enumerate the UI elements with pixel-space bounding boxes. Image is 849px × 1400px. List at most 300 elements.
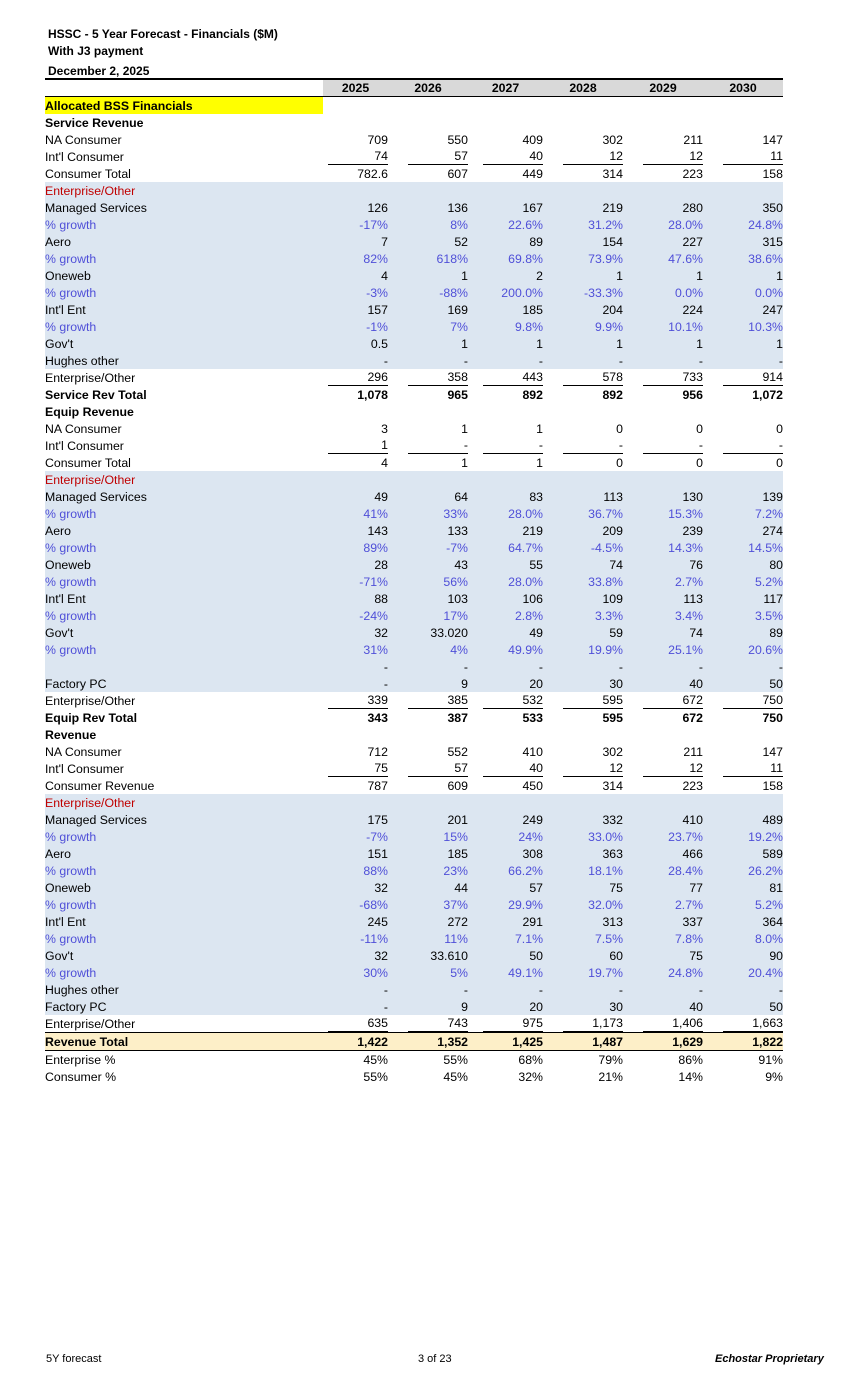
row-value xyxy=(388,471,468,488)
row-value: 126 xyxy=(323,199,388,216)
table-row xyxy=(45,335,783,352)
row-value xyxy=(703,1015,783,1033)
row-label: Equip Revenue xyxy=(45,404,134,419)
row-value: 47.6% xyxy=(623,250,703,267)
row-value: 89% xyxy=(323,539,388,556)
row-value: 219 xyxy=(543,199,623,216)
row-value: 19.2% xyxy=(703,828,783,845)
table-row xyxy=(45,675,783,692)
row-value: 201 xyxy=(388,811,468,828)
row-value: 410 xyxy=(623,811,703,828)
table-row xyxy=(45,556,783,573)
row-value xyxy=(623,369,703,386)
row-value: 88% xyxy=(323,862,388,879)
row-value: 133 xyxy=(388,522,468,539)
row-value: 31% xyxy=(323,641,388,658)
row-value: - xyxy=(468,352,543,369)
row-value: -3% xyxy=(323,284,388,301)
row-value xyxy=(388,1015,468,1033)
underlined-value: 635 xyxy=(328,1016,388,1032)
row-value: 28.0% xyxy=(468,505,543,522)
row-value: 55% xyxy=(363,1069,388,1084)
row-value: 4 xyxy=(323,267,388,284)
row-value xyxy=(388,726,468,743)
table-row xyxy=(45,1068,783,1085)
row-label: Int'l Ent xyxy=(45,913,323,930)
row-value: 1,822 xyxy=(703,1033,783,1051)
row-value: 88 xyxy=(323,590,388,607)
row-value: 158 xyxy=(762,166,783,181)
row-value: 0 xyxy=(696,455,703,470)
row-value: 782.6 xyxy=(357,166,388,181)
table-row xyxy=(45,641,783,658)
underlined-value: 672 xyxy=(643,693,703,709)
row-value: 43 xyxy=(388,556,468,573)
row-value: 274 xyxy=(703,522,783,539)
row-value: 50 xyxy=(468,947,543,964)
row-value xyxy=(703,794,783,811)
row-value: 1 xyxy=(536,421,543,436)
row-label: % growth xyxy=(45,641,323,658)
row-label: Revenue xyxy=(45,727,97,742)
table-row xyxy=(45,301,783,318)
row-value xyxy=(543,471,623,488)
row-value: 30% xyxy=(323,964,388,981)
row-value: 1,078 xyxy=(357,387,388,402)
row-label: Consumer Total xyxy=(45,166,131,181)
row-value: 79% xyxy=(598,1052,623,1067)
row-value: 211 xyxy=(683,132,703,147)
table-row xyxy=(45,369,783,386)
row-value: 350 xyxy=(703,199,783,216)
row-value: 1 xyxy=(468,335,543,352)
row-label: % growth xyxy=(45,284,323,301)
row-value: 147 xyxy=(762,744,783,759)
row-value: - xyxy=(543,981,623,998)
year-header: 2030 xyxy=(703,79,783,97)
row-value: 2.7% xyxy=(623,573,703,590)
row-value: 24.8% xyxy=(703,216,783,233)
row-value: 956 xyxy=(682,387,703,402)
table-row xyxy=(45,590,783,607)
row-value: 363 xyxy=(543,845,623,862)
row-value: 750 xyxy=(762,710,783,725)
row-value: 3.5% xyxy=(703,607,783,624)
row-value: 15% xyxy=(388,828,468,845)
row-value: 83 xyxy=(468,488,543,505)
row-value xyxy=(623,437,703,454)
row-value: 1 xyxy=(543,267,623,284)
underlined-value: 40 xyxy=(483,761,543,777)
table-row xyxy=(45,607,783,624)
row-value: 7.8% xyxy=(623,930,703,947)
row-value: 209 xyxy=(543,522,623,539)
row-value: 308 xyxy=(468,845,543,862)
row-value: 239 xyxy=(623,522,703,539)
row-label xyxy=(45,658,323,675)
row-value: 23.7% xyxy=(623,828,703,845)
underlined-value: 57 xyxy=(408,761,468,777)
table-row xyxy=(45,250,783,267)
row-value: 1 xyxy=(461,455,468,470)
row-value: 136 xyxy=(388,199,468,216)
row-value: 66.2% xyxy=(468,862,543,879)
row-label: % growth xyxy=(45,964,323,981)
row-value: 89 xyxy=(468,233,543,250)
row-value: 90 xyxy=(703,947,783,964)
row-label: % growth xyxy=(45,318,323,335)
row-label: % growth xyxy=(45,250,323,267)
row-value: 227 xyxy=(623,233,703,250)
row-value: 8.0% xyxy=(703,930,783,947)
row-value: - xyxy=(703,658,783,675)
row-label: NA Consumer xyxy=(45,744,122,759)
year-header: 2029 xyxy=(623,79,703,97)
row-value: 4% xyxy=(388,641,468,658)
row-value: 81 xyxy=(703,879,783,896)
row-value: 223 xyxy=(682,778,703,793)
underlined-value: - xyxy=(408,438,468,454)
row-value: 302 xyxy=(602,744,623,759)
row-value xyxy=(623,148,703,165)
row-value: 1,629 xyxy=(623,1033,703,1051)
row-value: 68% xyxy=(518,1052,543,1067)
row-value: 709 xyxy=(367,132,388,147)
row-value: - xyxy=(623,981,703,998)
financials-table xyxy=(45,78,783,1085)
row-label: NA Consumer xyxy=(45,421,122,436)
row-value xyxy=(543,182,623,199)
row-value: 91% xyxy=(758,1052,783,1067)
row-value: 1 xyxy=(623,267,703,284)
row-value: 117 xyxy=(703,590,783,607)
row-value: 38.6% xyxy=(703,250,783,267)
row-value: 965 xyxy=(447,387,468,402)
table-row xyxy=(45,131,783,148)
row-value: 21% xyxy=(598,1069,623,1084)
row-value: 589 xyxy=(703,845,783,862)
underlined-value: 595 xyxy=(563,693,623,709)
row-label: Int'l Ent xyxy=(45,301,323,318)
row-value: 80 xyxy=(703,556,783,573)
row-value: -4.5% xyxy=(543,539,623,556)
row-value xyxy=(388,114,468,131)
table-row xyxy=(45,998,783,1015)
table-row xyxy=(45,896,783,913)
row-value xyxy=(388,182,468,199)
row-value: 50 xyxy=(703,998,783,1015)
row-value: 64.7% xyxy=(468,539,543,556)
row-value: 89 xyxy=(703,624,783,641)
row-label: Factory PC xyxy=(45,675,323,692)
row-value: 2 xyxy=(468,267,543,284)
row-value xyxy=(468,114,543,131)
row-value xyxy=(468,471,543,488)
row-value: 291 xyxy=(468,913,543,930)
row-value: - xyxy=(388,981,468,998)
row-value: - xyxy=(543,658,623,675)
row-value xyxy=(323,114,388,131)
footer-page-number: 3 of 23 xyxy=(418,1353,452,1365)
row-value: 618% xyxy=(388,250,468,267)
row-value xyxy=(468,148,543,165)
row-value: 49.1% xyxy=(468,964,543,981)
row-value: -33.3% xyxy=(543,284,623,301)
row-value: 25.1% xyxy=(623,641,703,658)
row-value xyxy=(543,760,623,777)
underlined-value: - xyxy=(643,438,703,454)
table-row xyxy=(45,1033,783,1051)
row-value xyxy=(388,760,468,777)
row-value xyxy=(468,437,543,454)
row-value: 143 xyxy=(323,522,388,539)
row-value xyxy=(323,794,388,811)
row-value: - xyxy=(388,658,468,675)
table-row xyxy=(45,233,783,250)
row-value: 0 xyxy=(776,421,783,436)
row-value: 489 xyxy=(703,811,783,828)
underlined-value: 358 xyxy=(408,370,468,386)
row-value: 5.2% xyxy=(703,573,783,590)
row-label: % growth xyxy=(45,505,323,522)
table-row xyxy=(45,420,783,437)
row-label: Hughes other xyxy=(45,981,323,998)
underlined-value: 1,663 xyxy=(723,1016,783,1032)
row-value: 26.2% xyxy=(703,862,783,879)
row-value: 0.0% xyxy=(623,284,703,301)
table-row xyxy=(45,726,783,743)
underlined-value: 57 xyxy=(408,149,468,165)
row-value: 45% xyxy=(443,1069,468,1084)
table-row xyxy=(45,267,783,284)
row-value: 185 xyxy=(468,301,543,318)
row-value: -7% xyxy=(323,828,388,845)
table-row xyxy=(45,386,783,403)
row-value: 28.0% xyxy=(623,216,703,233)
row-value: 32.0% xyxy=(543,896,623,913)
row-value: 1,422 xyxy=(323,1033,388,1051)
row-value xyxy=(543,114,623,131)
row-value: 466 xyxy=(623,845,703,862)
row-label: Oneweb xyxy=(45,267,323,284)
row-value: - xyxy=(703,981,783,998)
row-value xyxy=(623,403,703,420)
row-value: 157 xyxy=(323,301,388,318)
table-row xyxy=(45,522,783,539)
row-value xyxy=(543,692,623,709)
underlined-value: 975 xyxy=(483,1016,543,1032)
row-value: 409 xyxy=(522,132,543,147)
row-value: 158 xyxy=(762,778,783,793)
row-label: Aero xyxy=(45,845,323,862)
row-value: - xyxy=(323,352,388,369)
row-value: - xyxy=(468,981,543,998)
header-blank xyxy=(45,79,323,97)
row-value: 450 xyxy=(522,778,543,793)
row-value: 20 xyxy=(468,998,543,1015)
table-row xyxy=(45,148,783,165)
row-value xyxy=(468,369,543,386)
row-value: 245 xyxy=(323,913,388,930)
row-label: % growth xyxy=(45,930,323,947)
row-value: 49.9% xyxy=(468,641,543,658)
underlined-value: 12 xyxy=(643,761,703,777)
row-value: 609 xyxy=(447,778,468,793)
row-value: 5.2% xyxy=(703,896,783,913)
row-value xyxy=(323,148,388,165)
row-value: 313 xyxy=(543,913,623,930)
row-value: - xyxy=(468,658,543,675)
row-label: % growth xyxy=(45,896,323,913)
row-label: Enterprise/Other xyxy=(45,182,323,199)
row-value: 219 xyxy=(468,522,543,539)
row-value: 247 xyxy=(703,301,783,318)
row-value: 211 xyxy=(683,744,703,759)
underlined-value: 12 xyxy=(563,761,623,777)
row-label: Aero xyxy=(45,233,323,250)
row-value: 113 xyxy=(543,488,623,505)
row-value: 20.6% xyxy=(703,641,783,658)
row-value: 103 xyxy=(388,590,468,607)
row-value: -68% xyxy=(323,896,388,913)
row-value: 45% xyxy=(363,1052,388,1067)
row-value: 33.8% xyxy=(543,573,623,590)
row-value: 22.6% xyxy=(468,216,543,233)
row-value: 272 xyxy=(388,913,468,930)
row-value: 109 xyxy=(543,590,623,607)
underlined-value: 296 xyxy=(328,370,388,386)
row-value xyxy=(703,148,783,165)
row-value: 672 xyxy=(682,710,703,725)
row-value: 1,352 xyxy=(388,1033,468,1051)
report-title: HSSC - 5 Year Forecast - Financials ($M) xyxy=(48,27,278,41)
row-value: 55 xyxy=(468,556,543,573)
row-value: 33.020 xyxy=(388,624,468,641)
row-value: 49 xyxy=(468,624,543,641)
row-value xyxy=(468,760,543,777)
row-label: Int'l Ent xyxy=(45,590,323,607)
row-value xyxy=(543,437,623,454)
row-value: - xyxy=(623,658,703,675)
row-value: - xyxy=(388,352,468,369)
row-value: 33.610 xyxy=(388,947,468,964)
underlined-value: - xyxy=(563,438,623,454)
row-value: -17% xyxy=(323,216,388,233)
row-value xyxy=(468,182,543,199)
table-row xyxy=(45,913,783,930)
underlined-value: 40 xyxy=(483,149,543,165)
row-value: 14% xyxy=(678,1069,703,1084)
row-value: 59 xyxy=(543,624,623,641)
year-header: 2027 xyxy=(468,79,543,97)
row-value: 28.4% xyxy=(623,862,703,879)
row-value: - xyxy=(323,998,388,1015)
row-value: - xyxy=(623,352,703,369)
underlined-value: 750 xyxy=(723,693,783,709)
row-value: 76 xyxy=(623,556,703,573)
row-value: 14.5% xyxy=(703,539,783,556)
table-row xyxy=(45,743,783,760)
underlined-value: 12 xyxy=(563,149,623,165)
underlined-value: 11 xyxy=(723,149,783,165)
row-value xyxy=(623,1015,703,1033)
row-value: 314 xyxy=(602,166,623,181)
row-label: Managed Services xyxy=(45,199,323,216)
table-row xyxy=(45,216,783,233)
row-value: 315 xyxy=(703,233,783,250)
row-value: 73.9% xyxy=(543,250,623,267)
row-value: 337 xyxy=(623,913,703,930)
row-value: 15.3% xyxy=(623,505,703,522)
underlined-value: 1 xyxy=(328,438,388,454)
row-value: - xyxy=(323,675,388,692)
table-row xyxy=(45,454,783,471)
row-label: Enterprise % xyxy=(45,1052,116,1067)
row-label: Oneweb xyxy=(45,879,323,896)
row-value: 106 xyxy=(468,590,543,607)
table-row xyxy=(45,947,783,964)
underlined-value: 1,173 xyxy=(563,1016,623,1032)
row-value: 10.1% xyxy=(623,318,703,335)
row-value: 249 xyxy=(468,811,543,828)
row-value: 82% xyxy=(323,250,388,267)
row-value: 314 xyxy=(602,778,623,793)
table-row xyxy=(45,845,783,862)
row-value: 2.8% xyxy=(468,607,543,624)
row-value xyxy=(543,726,623,743)
table-row xyxy=(45,624,783,641)
underlined-value: 743 xyxy=(408,1016,468,1032)
row-value: 387 xyxy=(447,710,468,725)
row-value: 33% xyxy=(388,505,468,522)
row-value: 1,072 xyxy=(752,387,783,402)
row-value: 30 xyxy=(543,998,623,1015)
row-label: Factory PC xyxy=(45,998,323,1015)
row-value: 3.4% xyxy=(623,607,703,624)
row-value xyxy=(323,760,388,777)
row-value: 28 xyxy=(323,556,388,573)
underlined-value: - xyxy=(483,438,543,454)
row-label: Enterprise/Other xyxy=(45,471,323,488)
row-value: 595 xyxy=(602,710,623,725)
row-value: 41% xyxy=(323,505,388,522)
row-value: -11% xyxy=(323,930,388,947)
row-value: 1 xyxy=(388,335,468,352)
row-value: 0 xyxy=(616,421,623,436)
row-value: 1,425 xyxy=(468,1033,543,1051)
row-label: % growth xyxy=(45,539,323,556)
underlined-value: 1,406 xyxy=(643,1016,703,1032)
year-header-row xyxy=(45,79,783,97)
row-value: 56% xyxy=(388,573,468,590)
row-value xyxy=(703,437,783,454)
table-row xyxy=(45,862,783,879)
underlined-value: 75 xyxy=(328,761,388,777)
row-value: 0 xyxy=(696,421,703,436)
table-row xyxy=(45,199,783,216)
row-value xyxy=(703,369,783,386)
row-value: 74 xyxy=(543,556,623,573)
row-value: 9 xyxy=(388,998,468,1015)
row-value: 1 xyxy=(703,267,783,284)
row-value: 36.7% xyxy=(543,505,623,522)
row-value: 0 xyxy=(616,455,623,470)
row-value: 9.9% xyxy=(543,318,623,335)
row-value: 44 xyxy=(388,879,468,896)
row-value: 30 xyxy=(543,675,623,692)
row-value: 32% xyxy=(518,1069,543,1084)
row-value: 5% xyxy=(388,964,468,981)
